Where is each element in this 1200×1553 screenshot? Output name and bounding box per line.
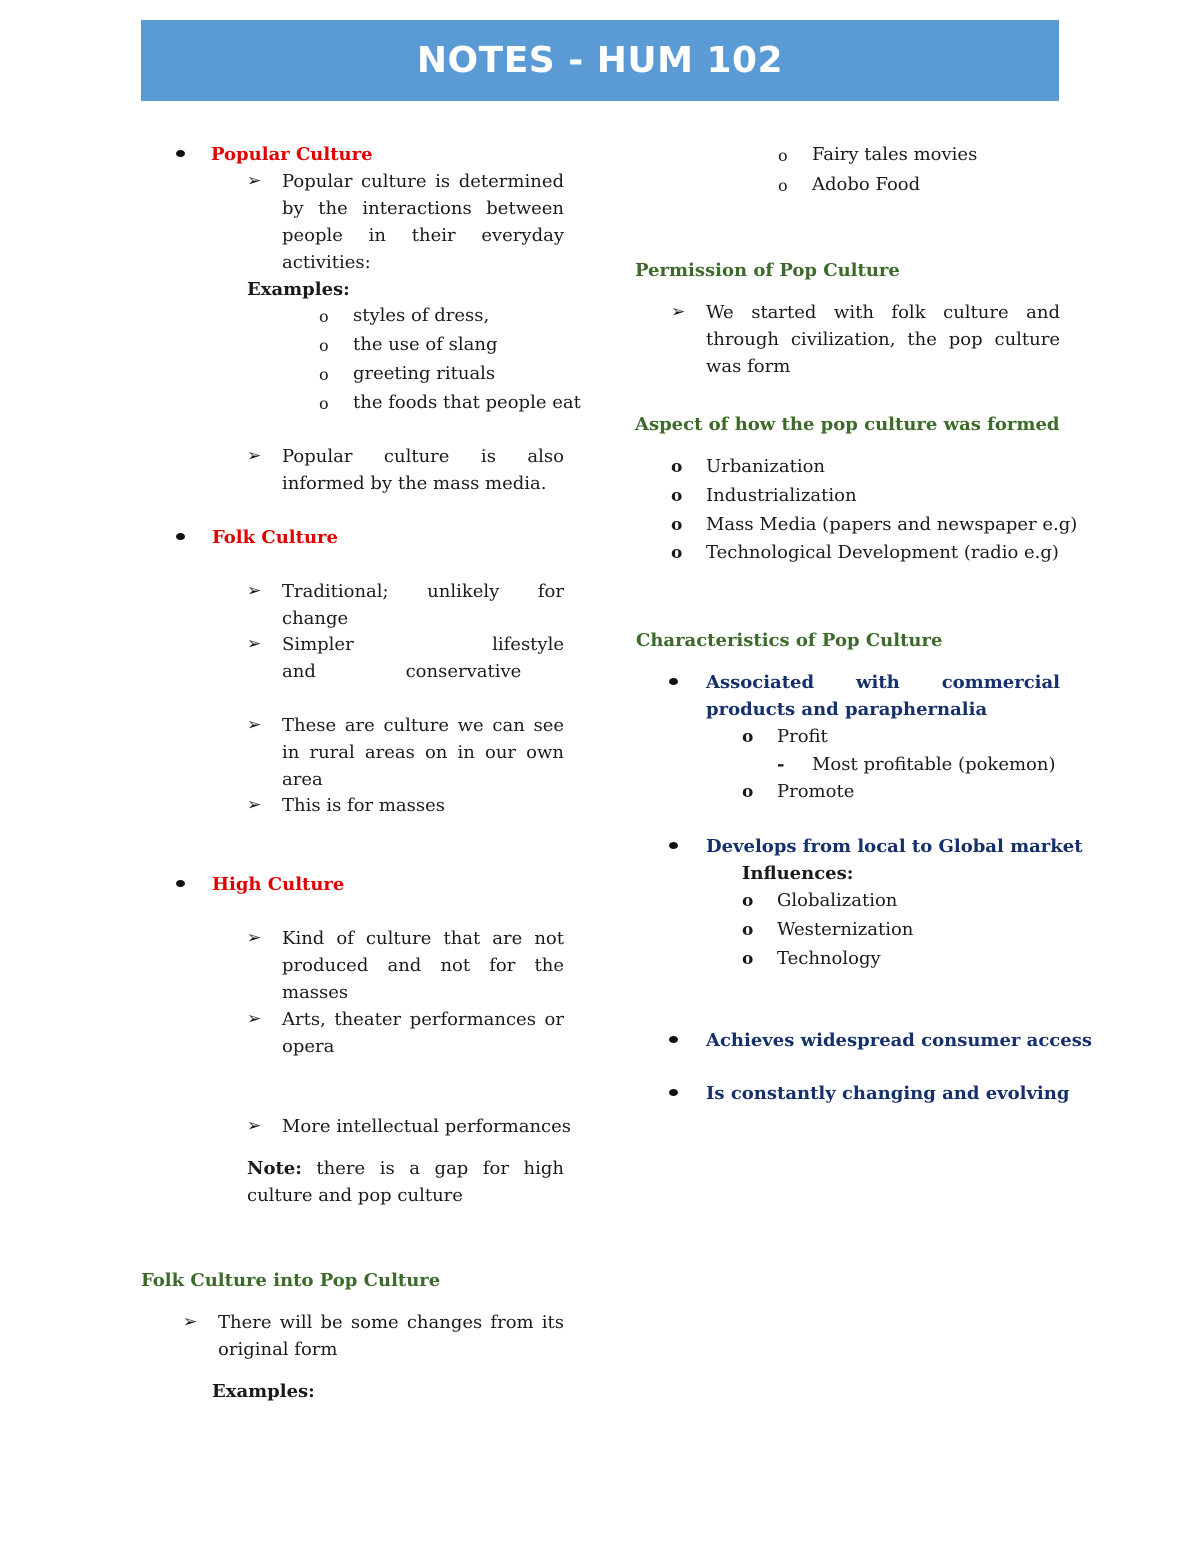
dash-bullet-icon: - <box>777 754 785 775</box>
circle-bullet-icon: o <box>742 949 754 969</box>
bullet-icon <box>176 880 185 887</box>
example-item: styles of dress, <box>353 305 490 326</box>
arrow-bullet-icon: ➢ <box>247 634 262 654</box>
characteristic-4: Is constantly changing and evolving <box>706 1083 1070 1104</box>
circle-bullet-icon: o <box>671 457 683 477</box>
heading-aspect: Aspect of how the pop culture was formed <box>635 414 1060 435</box>
bullet-icon <box>669 678 678 685</box>
example-item: the foods that people eat <box>353 392 581 413</box>
folk-item: Traditional; unlikely for change <box>282 581 564 629</box>
note-paragraph <box>247 1155 564 1209</box>
circle-bullet-icon: o <box>319 394 329 413</box>
folk-into-pop-item: There will be some changes from its original form <box>218 1312 564 1360</box>
arrow-bullet-icon: ➢ <box>247 1116 262 1136</box>
heading-high-culture: High Culture <box>212 874 345 895</box>
aspect-item: Industrialization <box>706 485 857 506</box>
examples-label: Examples: <box>212 1381 315 1402</box>
high-item: Arts, theater performances or opera <box>282 1009 564 1057</box>
heading-characteristics: Characteristics of Pop Culture <box>636 630 943 651</box>
heading-popular-culture: Popular Culture <box>211 144 373 165</box>
influences-label: Influences: <box>742 863 854 884</box>
influence-item: Globalization <box>777 890 898 911</box>
circle-bullet-icon: o <box>742 727 754 747</box>
example-item: Adobo Food <box>812 174 921 195</box>
example-item: the use of slang <box>353 334 498 355</box>
arrow-bullet-icon: ➢ <box>247 446 262 466</box>
arrow-bullet-icon: ➢ <box>183 1312 198 1332</box>
high-item: Kind of culture that are not produced and not for the masses <box>282 928 564 1003</box>
permission-item: We started with folk culture and through civilization, the pop culture was form <box>706 302 1060 377</box>
note-label: Note: <box>247 1158 302 1179</box>
heading-folk-culture: Folk Culture <box>212 527 338 548</box>
circle-bullet-icon: o <box>319 365 329 384</box>
characteristic-sub-item: Profit <box>777 726 828 747</box>
bullet-icon <box>176 150 185 157</box>
circle-bullet-icon: o <box>319 336 329 355</box>
characteristic-3: Achieves widespread consumer access <box>706 1030 1092 1051</box>
popular-culture-paragraph-1: Popular culture is determined by the interactions between people in their everyday activities: <box>282 171 564 273</box>
circle-bullet-icon: o <box>319 307 329 326</box>
circle-bullet-icon: o <box>742 782 754 802</box>
circle-bullet-icon: o <box>742 920 754 940</box>
popular-culture-paragraph-2: Popular culture is also informed by the mass media. <box>282 446 564 494</box>
arrow-bullet-icon: ➢ <box>247 928 262 948</box>
circle-bullet-icon: o <box>742 891 754 911</box>
examples-label: Examples: <box>247 279 350 300</box>
arrow-bullet-icon: ➢ <box>247 795 262 815</box>
arrow-bullet-icon: ➢ <box>247 715 262 735</box>
heading-folk-into-pop: Folk Culture into Pop Culture <box>141 1270 441 1291</box>
characteristic-sub-item: Most profitable (pokemon) <box>812 754 1056 775</box>
bullet-icon <box>669 1036 678 1043</box>
folk-item: These are culture we can see in rural areas on in our own area <box>282 715 564 790</box>
arrow-bullet-icon: ➢ <box>247 171 262 191</box>
circle-bullet-icon: o <box>778 176 788 195</box>
circle-bullet-icon: o <box>671 543 683 563</box>
folk-item: This is for masses <box>282 795 446 816</box>
bullet-icon <box>176 533 185 540</box>
arrow-bullet-icon: ➢ <box>247 581 262 601</box>
characteristic-2: Develops from local to Global market <box>706 836 1083 857</box>
example-item: greeting rituals <box>353 363 496 384</box>
influence-item: Westernization <box>777 919 914 940</box>
circle-bullet-icon: o <box>778 146 788 165</box>
note-text: there is a gap for high culture and pop culture <box>247 1158 564 1206</box>
circle-bullet-icon: o <box>671 486 683 506</box>
aspect-item: Urbanization <box>706 456 826 477</box>
folk-item: Simpler lifestyle and conservative <box>282 634 564 682</box>
title-banner <box>141 20 1059 101</box>
influence-item: Technology <box>777 948 881 969</box>
characteristic-1: Associated with commercial products and paraphernalia <box>706 672 1060 720</box>
page-title: NOTES - HUM 102 <box>416 40 784 81</box>
arrow-bullet-icon: ➢ <box>671 302 686 322</box>
high-item: More intellectual performances <box>282 1116 572 1137</box>
example-item: Fairy tales movies <box>812 144 978 165</box>
circle-bullet-icon: o <box>671 515 683 535</box>
bullet-icon <box>669 1089 678 1096</box>
heading-permission: Permission of Pop Culture <box>635 260 900 281</box>
aspect-item: Technological Development (radio e.g) <box>706 542 1059 563</box>
arrow-bullet-icon: ➢ <box>247 1009 262 1029</box>
bullet-icon <box>669 842 678 849</box>
aspect-item: Mass Media (papers and newspaper e.g) <box>706 514 1078 535</box>
characteristic-sub-item: Promote <box>777 781 855 802</box>
